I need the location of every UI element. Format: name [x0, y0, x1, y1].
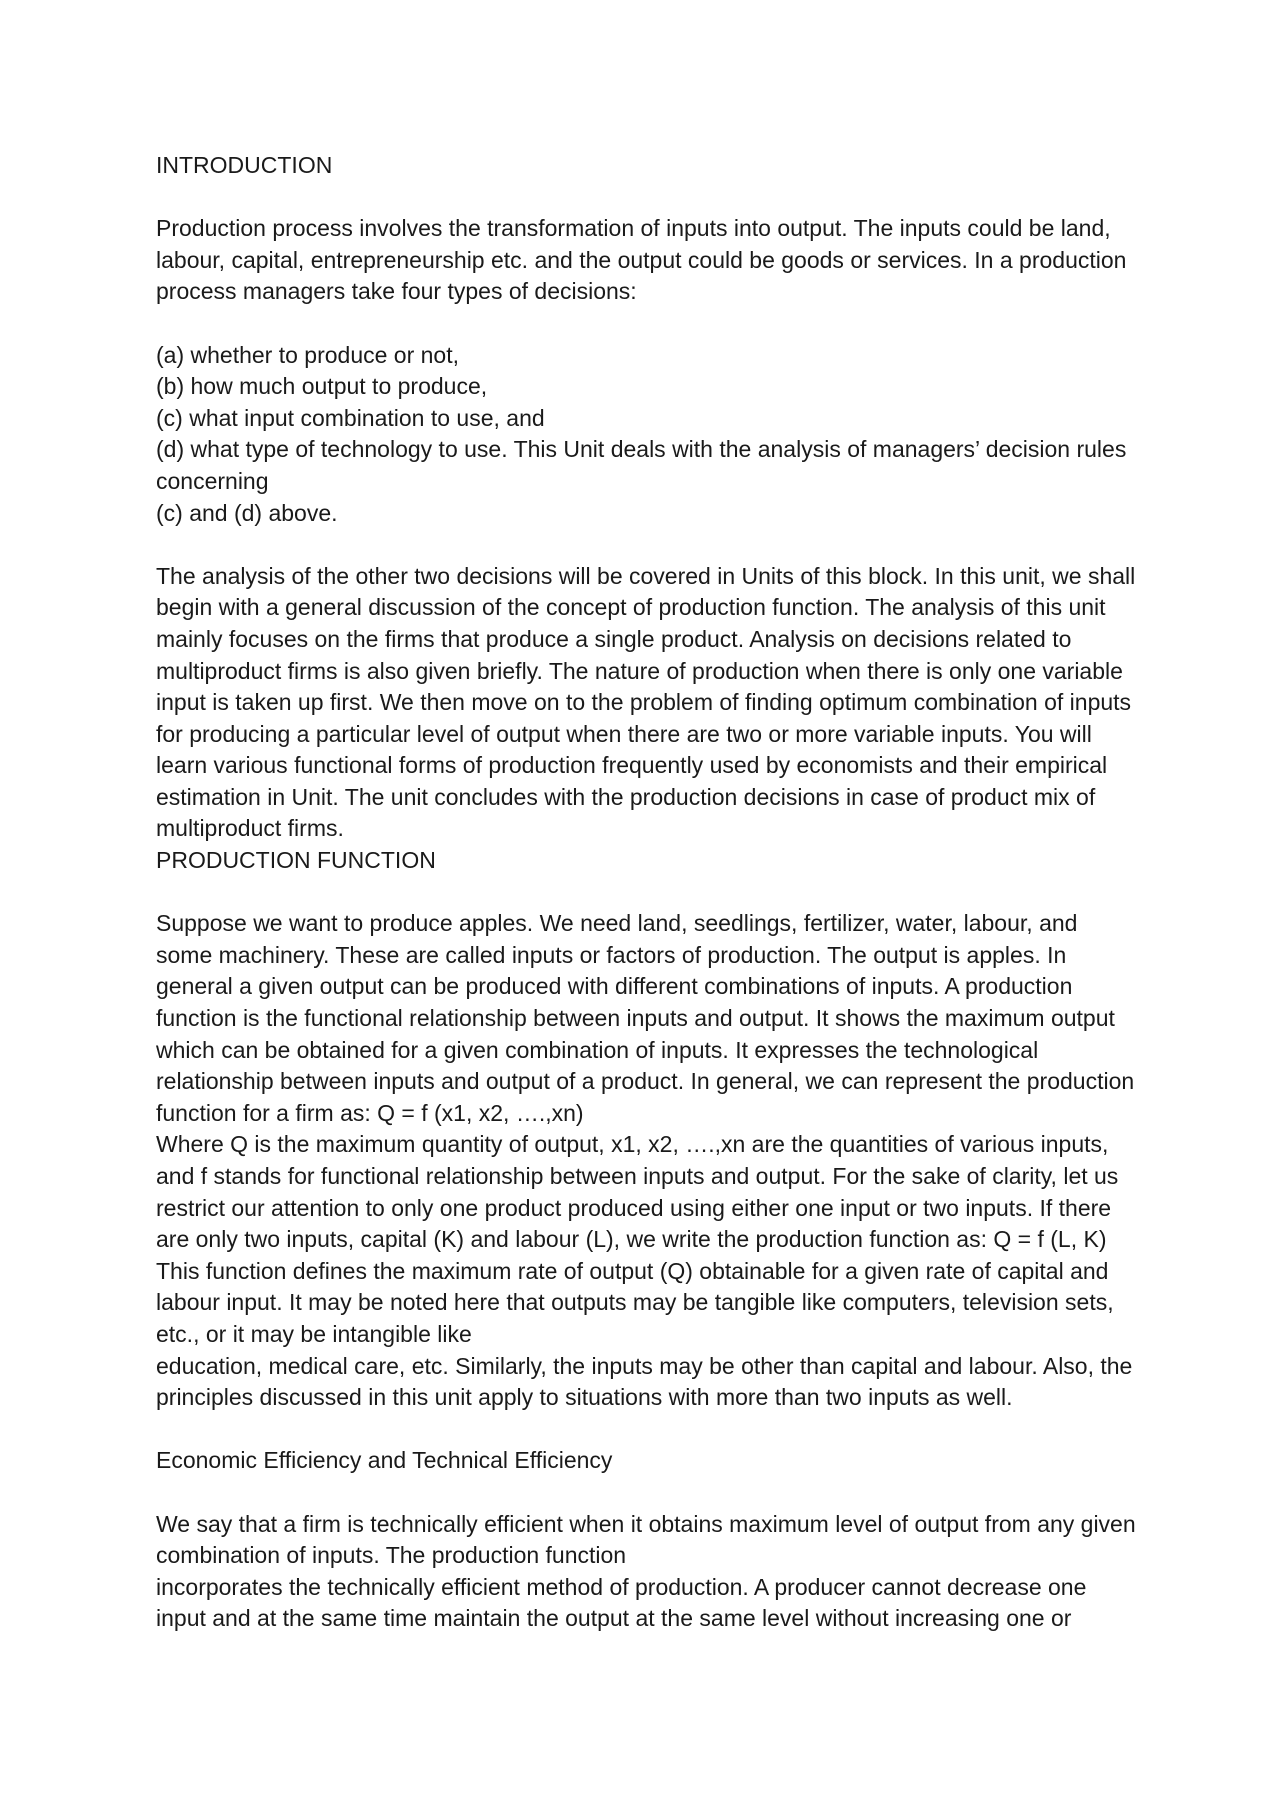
paragraph-apples: Suppose we want to produce apples. We need land, seedlings, fertilizer, water, labour, and some machinery. These are called inputs or factors of production. The output is apples. In general a given output can be produced with different combinations of inputs. A production function is the functional relationship between inputs and output. It shows the maximum output which can be obtained for a given combination of inputs. It expresses the technological relationship between inputs and output of a product. In general, we can represent the production function for a firm as: Q = f (x1, x2, ….,xn) — [156, 910, 1135, 1126]
decision-b: (b) how much output to produce, — [156, 373, 488, 400]
heading-efficiency: Economic Efficiency and Technical Efficiency — [156, 1447, 613, 1474]
heading-introduction: INTRODUCTION — [156, 152, 333, 178]
paragraph-efficiency-1: We say that a firm is technically efficient when it obtains maximum level of output from any given combination of inputs. The production function — [156, 1510, 1136, 1569]
spacer — [156, 182, 1136, 214]
decision-d: (d) what type of technology to use. This Unit deals with the analysis of managers’ decision rules concerning — [156, 436, 1127, 494]
spacer — [156, 1414, 1136, 1446]
paragraph-where: Where Q is the maximum quantity of output, x1, x2, ….,xn are the quantities of various inputs, and f stands for functional relationship between inputs and output. For the sake of clarity, let us restrict our attention to only one product produced using either one input or two inputs. If there are only two inputs, capital (K) and labour (L), we write the production function as: Q = f (L, K) This function defines the maximum rate of output (Q) obtainable for a given rate of capital and labour input. It may be noted here that outputs may be tangible like computers, television sets, etc., or it may be intangible like — [156, 1131, 1119, 1347]
spacer — [156, 529, 1136, 561]
paragraph-intro: Production process involves the transformation of inputs into output. The inputs could be land, labour, capital, entrepreneurship etc. and the output could be goods or services. In a production process managers take four types of decisions: — [156, 215, 1127, 305]
decision-c-d-above: (c) and (d) above. — [156, 499, 338, 526]
paragraph-efficiency-2: incorporates the technically efficient method of production. A producer cannot decrease one input and at the same time maintain the output at the same level without increasing one or — [156, 1573, 1087, 1632]
heading-production-function: PRODUCTION FUNCTION — [156, 847, 436, 874]
spacer — [156, 1477, 1136, 1509]
document-page — [156, 150, 1136, 1635]
paragraph-analysis: The analysis of the other two decisions will be covered in Units of this block. In this unit, we shall begin with a general discussion of the concept of production function. The analysis of this unit mainly focuses on the firms that produce a single product. Analysis on decisions related to multiproduct firms is also given briefly. The nature of production when there is only one variable input is taken up first. We then move on to the problem of finding optimum combination of inputs for producing a particular level of output when there are two or more variable inputs. You will learn various functional forms of production frequently used by economists and their empirical estimation in Unit. The unit concludes with the production decisions in case of product mix of multiproduct firms. — [156, 562, 1136, 842]
spacer — [156, 877, 1136, 909]
paragraph-education: education, medical care, etc. Similarly, the inputs may be other than capital and labour. Also, the principles discussed in this unit apply to situations with more than two inputs as well. — [156, 1352, 1133, 1411]
decision-c: (c) what input combination to use, and — [156, 404, 545, 431]
decision-a: (a) whether to produce or not, — [156, 341, 459, 368]
spacer — [156, 308, 1136, 340]
